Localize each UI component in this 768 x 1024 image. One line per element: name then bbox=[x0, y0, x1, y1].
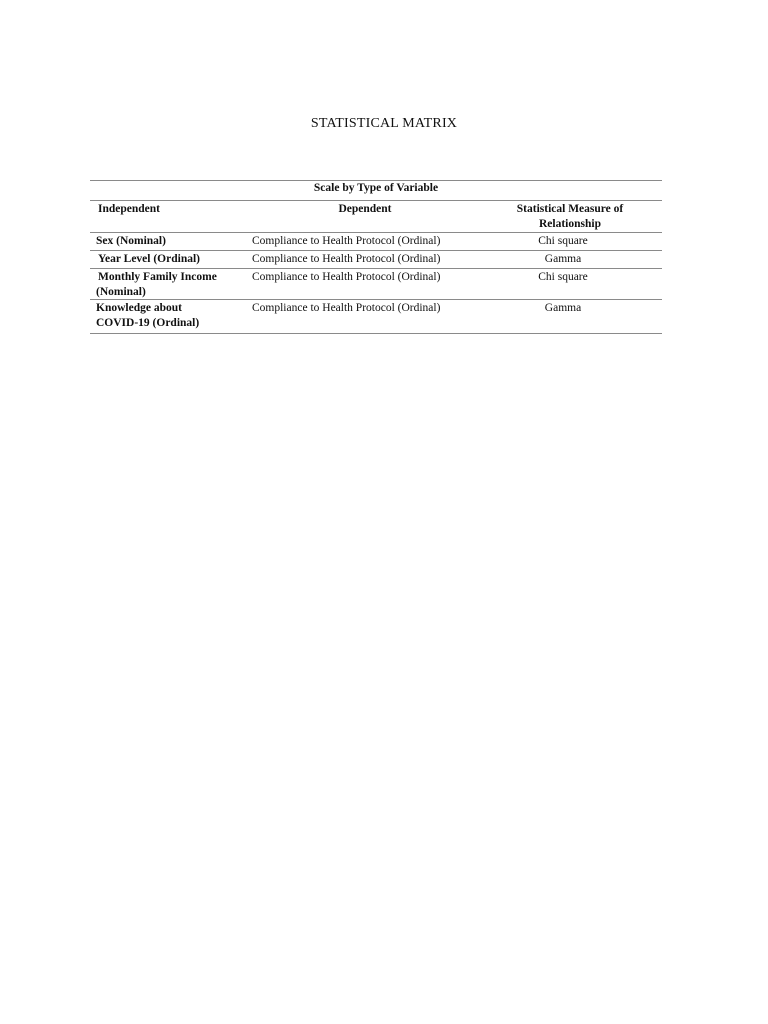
page-title: STATISTICAL MATRIX bbox=[310, 116, 458, 131]
column-header-measure-line2: Relationship bbox=[539, 218, 601, 230]
table-rule-row bbox=[90, 268, 662, 269]
column-header-measure-line1: Statistical Measure of bbox=[516, 203, 624, 215]
row-independent: Monthly Family Income bbox=[98, 271, 217, 283]
row-dependent: Compliance to Health Protocol (Ordinal) bbox=[252, 253, 441, 265]
table-rule-group bbox=[90, 200, 662, 201]
table-rule-header bbox=[90, 232, 662, 233]
row-independent: Year Level (Ordinal) bbox=[98, 253, 200, 265]
row-independent: Knowledge about bbox=[96, 302, 182, 314]
row-dependent: Compliance to Health Protocol (Ordinal) bbox=[252, 302, 441, 314]
row-independent-continued: COVID-19 (Ordinal) bbox=[96, 317, 200, 329]
row-measure: Chi square bbox=[538, 271, 588, 283]
row-measure: Gamma bbox=[544, 253, 582, 265]
row-independent-continued: (Nominal) bbox=[96, 286, 146, 298]
row-measure: Chi square bbox=[538, 235, 588, 247]
table-rule-row bbox=[90, 250, 662, 251]
row-dependent: Compliance to Health Protocol (Ordinal) bbox=[252, 271, 441, 283]
column-header-dependent: Dependent bbox=[338, 203, 392, 215]
column-header-independent: Independent bbox=[98, 203, 160, 215]
row-dependent: Compliance to Health Protocol (Ordinal) bbox=[252, 235, 441, 247]
group-header: Scale by Type of Variable bbox=[313, 182, 439, 194]
table-rule-bottom bbox=[90, 333, 662, 334]
row-independent: Sex (Nominal) bbox=[96, 235, 166, 247]
table-rule-row bbox=[90, 299, 662, 300]
row-measure: Gamma bbox=[544, 302, 582, 314]
